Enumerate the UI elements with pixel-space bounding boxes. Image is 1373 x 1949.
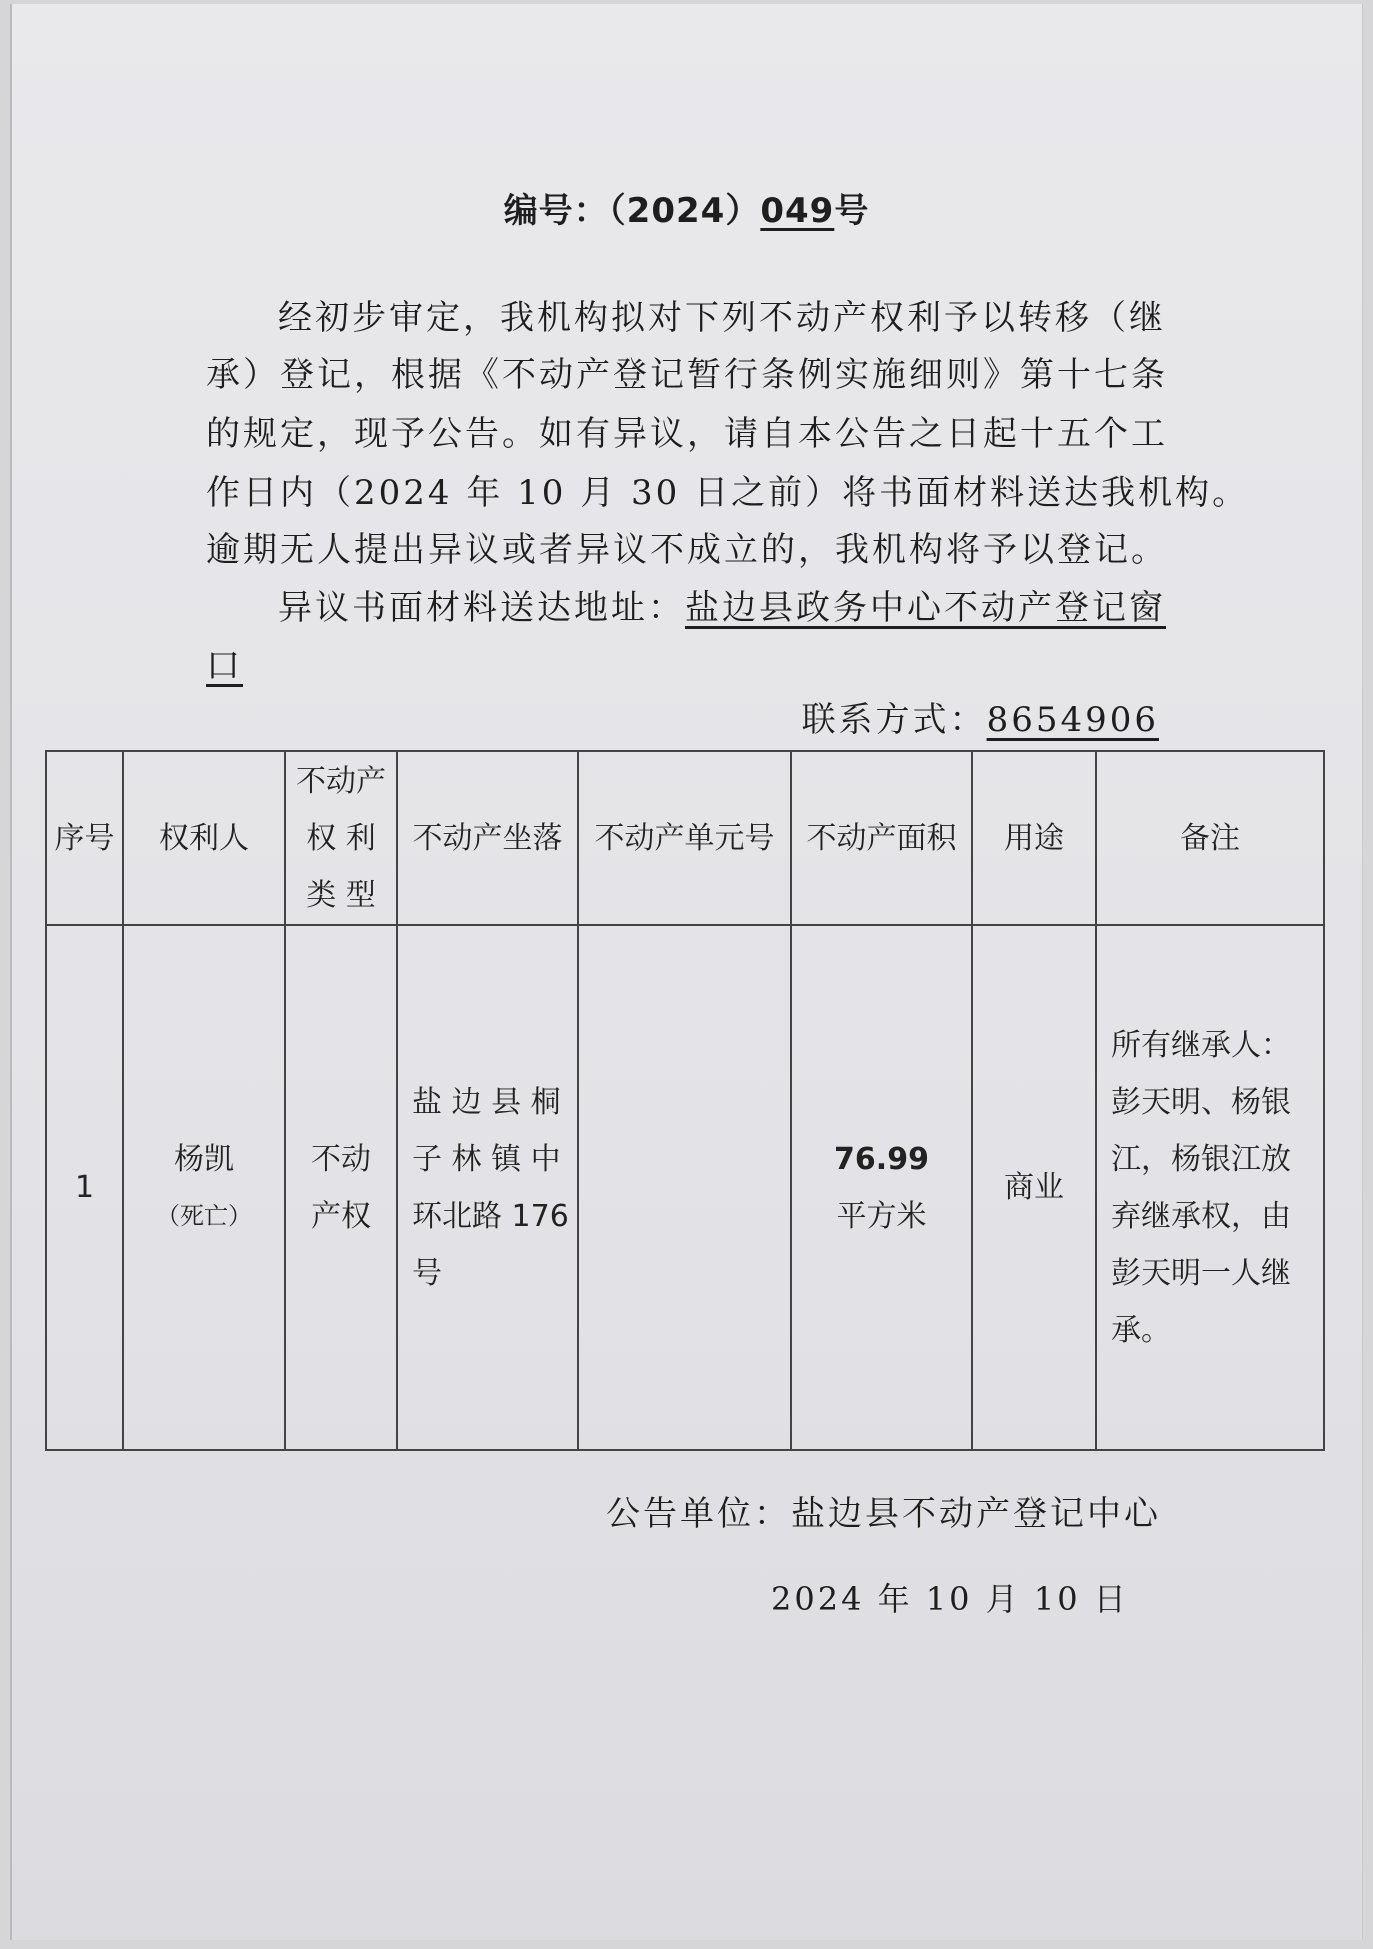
location-line-1: 盐 边 县 桐 xyxy=(412,1084,561,1120)
remark-line-1: 所有继承人： xyxy=(1111,1027,1291,1063)
remark-line-2: 彭天明、杨银 xyxy=(1111,1084,1291,1120)
cell-location xyxy=(397,925,578,1450)
holder-name: 杨凯 xyxy=(174,1141,234,1177)
holder-note: （死亡） xyxy=(156,1201,252,1230)
address-value-2: 口 xyxy=(206,646,243,686)
location-line-3: 环北路 176 xyxy=(412,1198,569,1234)
document-number xyxy=(0,183,1373,232)
address-label: 异议书面材料送达地址： xyxy=(278,588,685,628)
property-table xyxy=(45,750,1325,1451)
header-type-line-2: 权 利 xyxy=(306,820,376,856)
remark-line-3: 江，杨银江放 xyxy=(1111,1141,1291,1177)
right-type-line-1: 不动 xyxy=(311,1141,371,1177)
header-remark: 备注 xyxy=(1096,751,1324,925)
header-unit-no: 不动产单元号 xyxy=(578,751,791,925)
area-value: 76.99 xyxy=(834,1141,929,1177)
cell-holder xyxy=(123,925,285,1450)
table-header-row xyxy=(46,751,1324,925)
header-seq: 序号 xyxy=(46,751,123,925)
body-line-5: 逾期无人提出异议或者异议不成立的，我机构将予以登记。 xyxy=(206,530,1168,570)
body-line-2: 承）登记，根据《不动产登记暂行条例实施细则》第十七条 xyxy=(206,355,1168,395)
header-holder: 权利人 xyxy=(123,751,285,925)
contact-line xyxy=(802,692,1159,741)
right-type-line-2: 产权 xyxy=(311,1198,371,1234)
remark-line-6: 承。 xyxy=(1111,1312,1171,1348)
body-line-4: 作日内（2024 年 10 月 30 日之前）将书面材料送达我机构。 xyxy=(206,473,1250,513)
header-right-type xyxy=(285,751,397,925)
body-line-3: 的规定，现予公告。如有异议，请自本公告之日起十五个工 xyxy=(206,414,1168,454)
cell-seq: 1 xyxy=(46,925,123,1450)
issue-date: 2024 年 10 月 10 日 xyxy=(771,1580,1129,1618)
header-type-line-1: 不动产 xyxy=(296,763,386,799)
address-line xyxy=(278,580,1166,629)
header-area: 不动产面积 xyxy=(791,751,972,925)
remark-line-5: 彭天明一人继 xyxy=(1111,1255,1291,1291)
remark-line-4: 弃继承权，由 xyxy=(1111,1198,1291,1234)
location-line-4: 号 xyxy=(412,1255,442,1291)
number-prefix: 编号：（2024） xyxy=(503,191,761,231)
header-location: 不动产坐落 xyxy=(397,751,578,925)
header-usage: 用途 xyxy=(972,751,1096,925)
number-code: 049 xyxy=(760,191,835,231)
contact-label: 联系方式： xyxy=(801,700,987,740)
number-suffix: 号 xyxy=(834,191,870,231)
issuer-line: 公告单位：盐边县不动产登记中心 xyxy=(606,1494,1161,1534)
header-type-line-3: 类 型 xyxy=(306,877,376,913)
cell-right-type xyxy=(285,925,397,1450)
table-row xyxy=(46,925,1324,1450)
cell-usage: 商业 xyxy=(972,925,1096,1450)
body-line-1: 经初步审定，我机构拟对下列不动产权利予以转移（继 xyxy=(278,298,1166,338)
cell-unit-no xyxy=(578,925,791,1450)
cell-area xyxy=(791,925,972,1450)
address-value-1: 盐边县政务中心不动产登记窗 xyxy=(685,588,1166,628)
location-line-2: 子 林 镇 中 xyxy=(412,1141,561,1177)
address-line-2 xyxy=(206,638,243,687)
area-unit: 平方米 xyxy=(836,1198,927,1234)
contact-value: 8654906 xyxy=(986,700,1159,740)
cell-remark xyxy=(1096,925,1324,1450)
